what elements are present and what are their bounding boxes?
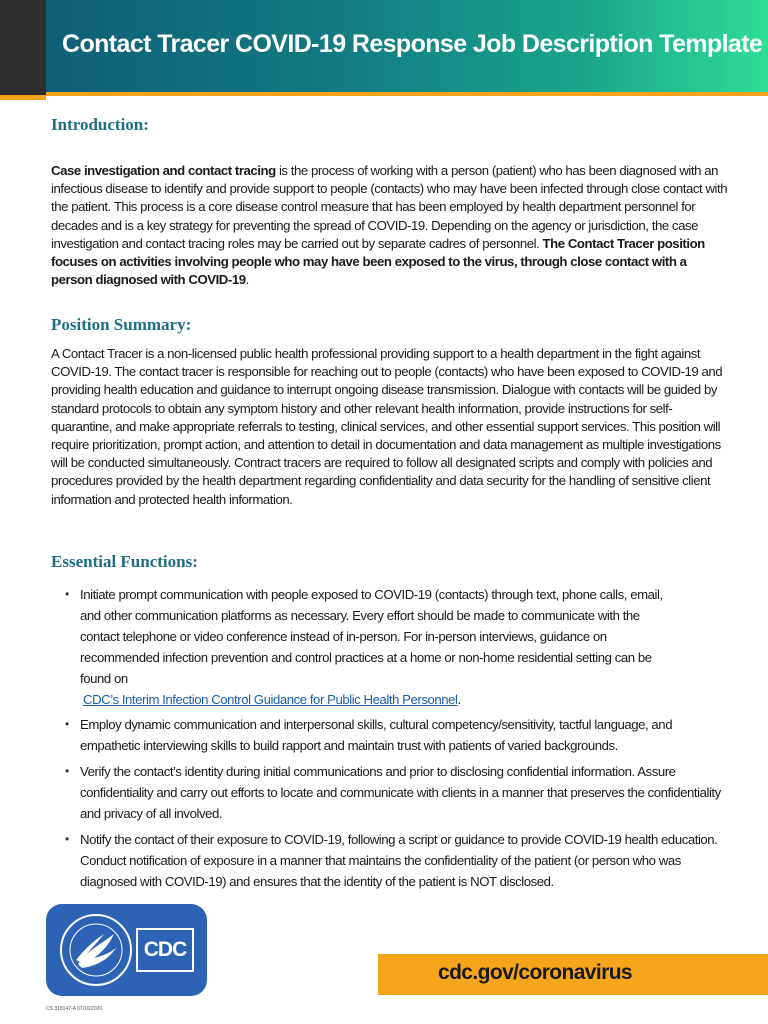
bullet-marker: • xyxy=(65,717,69,731)
cdc-infection-control-guidance-link[interactable]: CDC’s Interim Infection Control Guidance for Public Health Personnel xyxy=(83,692,458,707)
list-item xyxy=(65,761,730,824)
list-item xyxy=(65,714,730,756)
position-summary-heading: Position Summary: xyxy=(51,315,192,334)
list-item-text: Notify the contact of their exposure to COVID-19, following a script or guidance to provide COVID-19 health education. Conduct notification of exposure in a manner that maintains the confidentiality of the patient (or person who was diagnosed with COVID-19) and ensures that the identity of the patient is NOT disclosed. xyxy=(80,832,718,889)
document-code: CS 318147-A 07/16/2020 xyxy=(46,1006,103,1012)
list-item xyxy=(65,829,730,892)
position-summary-paragraph: A Contact Tracer is a non-licensed public health professional providing support to a health department in the fight against COVID-19. The contact tracer is responsible for reaching out to people (contacts) who have been exposed to COVID-19 and providing health education and guidance to interrupt ongoing disease transmission. Dialogue with contacts will be guided by standard protocols to obtain any symptom history and other relevant health information, provide instructions for self-quarantine, and make appropriate referrals to testing, clinical services, and other essential support services. This position will require prioritization, prompt action, and attention to detail in documentation and data management as multiple investigations will be conducted simultaneously. Contract tracers are required to follow all designated scripts and comply with policies and procedures provided by the health department regarding confidentiality and data security for the handling of sensitive client information and protected health information. xyxy=(51,346,723,507)
bullet-marker: • xyxy=(65,587,69,601)
footer-url-bar xyxy=(378,954,768,995)
bullet-marker: • xyxy=(65,832,69,846)
cdc-logo-badge xyxy=(46,904,207,996)
page-title: Contact Tracer COVID-19 Response Job Description Template xyxy=(62,30,763,58)
cdc-logo-text: CDC xyxy=(143,938,187,961)
list-item-link-suffix: . xyxy=(457,692,461,707)
introduction-heading: Introduction: xyxy=(51,115,149,134)
list-item-text: Initiate prompt communication with people exposed to COVID-19 (contacts) through text, phone calls, email, and other communication platforms as necessary. Every effort should be made to communicate with the contact telephone or video conference instead of in-person. For in-person interviews, guidance on recommended infection prevention and control practices at a home or non-home residential setting can be found on xyxy=(80,587,663,686)
introduction-paragraph xyxy=(51,162,731,289)
cdc-wordmark xyxy=(136,928,194,972)
list-item-text: Verify the contact’s identity during initial communications and prior to disclosing confidential information. Assure confidentiality and carry out efforts to locate and communicate with clients in a manner that preserves the confidentiality and privacy of all involved. xyxy=(80,764,721,821)
bullet-marker: • xyxy=(65,764,69,778)
footer-url-link[interactable]: cdc.gov/coronavirus xyxy=(438,961,632,984)
header-accent-line xyxy=(46,92,768,96)
essential-functions-heading: Essential Functions: xyxy=(51,552,198,571)
header-left-block xyxy=(0,0,46,100)
header-left-accent xyxy=(0,95,46,100)
introduction-closing-period: . xyxy=(245,272,249,288)
list-item-text: Employ dynamic communication and interpersonal skills, cultural competency/sensitivity, tactful language, and empathetic interviewing skills to build rapport and maintain trust with patients of varied backgrounds. xyxy=(80,717,673,753)
list-item xyxy=(65,584,680,710)
introduction-lead-bold: Case investigation and contact tracing xyxy=(51,163,276,178)
introduction-body: is the process of working with a person (patient) who has been diagnosed with an infectious disease to identify and provide support to people (contacts) who may have been infected through close contact with the patient. This process is a core disease control measure that has been employed by health department personnel for decades and is a key strategy for preventing the spread of COVID-19. Depending on the agency or jurisdiction, the case investigation and contact tracing roles may be carried out by separate cadres of personnel. xyxy=(51,163,728,251)
introduction-closing-bold: The Contact Tracer position focuses on activities involving people who may have been exposed to the virus, through close contact with a person diagnosed with COVID-19 xyxy=(51,235,705,288)
hhs-seal-icon xyxy=(58,912,134,988)
